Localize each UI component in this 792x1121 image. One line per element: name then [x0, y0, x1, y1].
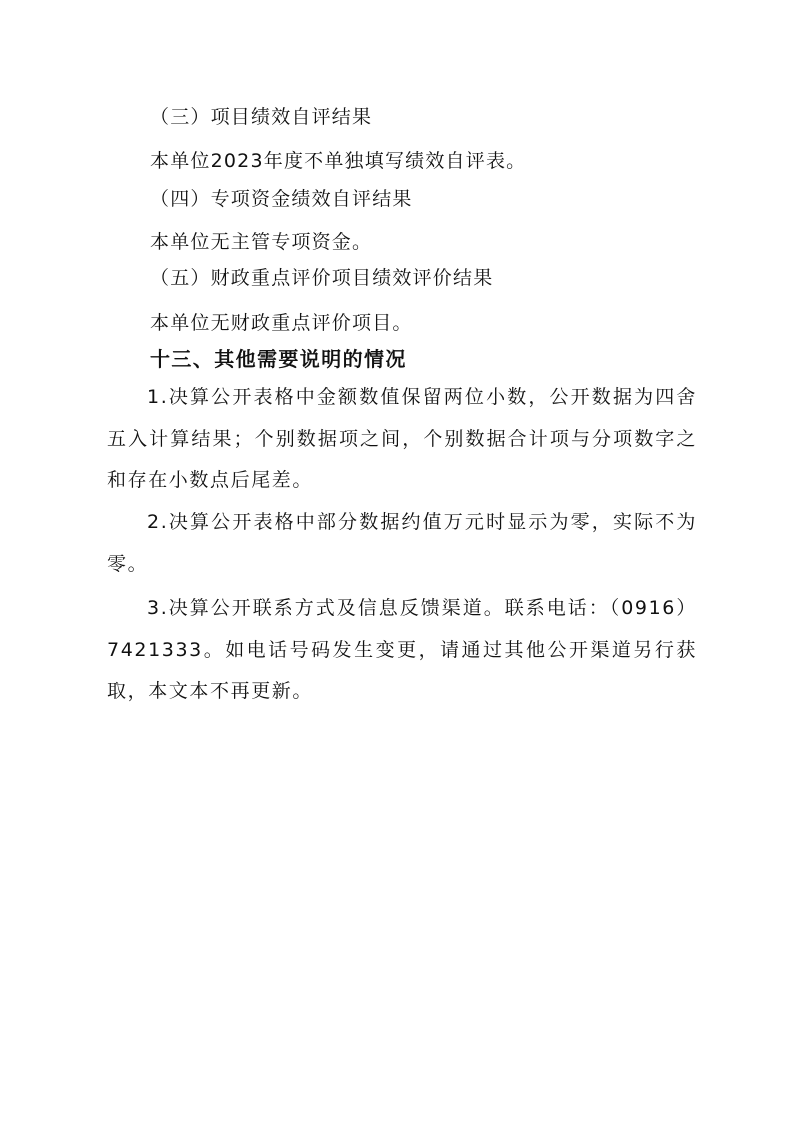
section-13-heading: 十三、其他需要说明的情况 — [150, 347, 407, 371]
subsection-4-text: 本单位无主管专项资金。 — [150, 231, 373, 253]
subsection-4-heading: （四）专项资金绩效自评结果 — [150, 188, 413, 210]
subsection-3-text: 本单位2023年度不单独填写绩效自评表。 — [150, 150, 527, 172]
subsection-5-text: 本单位无财政重点评价项目。 — [150, 312, 413, 334]
note-item-1: 1.决算公开表格中金额数值保留两位小数，公开数据为四舍五入计算结果；个别数据项之间，个别数据合计项与分项数字之和存在小数点后尾差。 — [107, 386, 697, 491]
subsection-3-heading: （三）项目绩效自评结果 — [150, 106, 373, 128]
note-item-2: 2.决算公开表格中部分数据约值万元时显示为零，实际不为零。 — [107, 511, 697, 575]
subsection-5-heading: （五）财政重点评价项目绩效评价结果 — [150, 267, 494, 289]
note-item-3: 3.决算公开联系方式及信息反馈渠道。联系电话：（0916）7421333。如电话号码发生变更，请通过其他公开渠道另行获取，本文本不再更新。 — [107, 597, 697, 702]
